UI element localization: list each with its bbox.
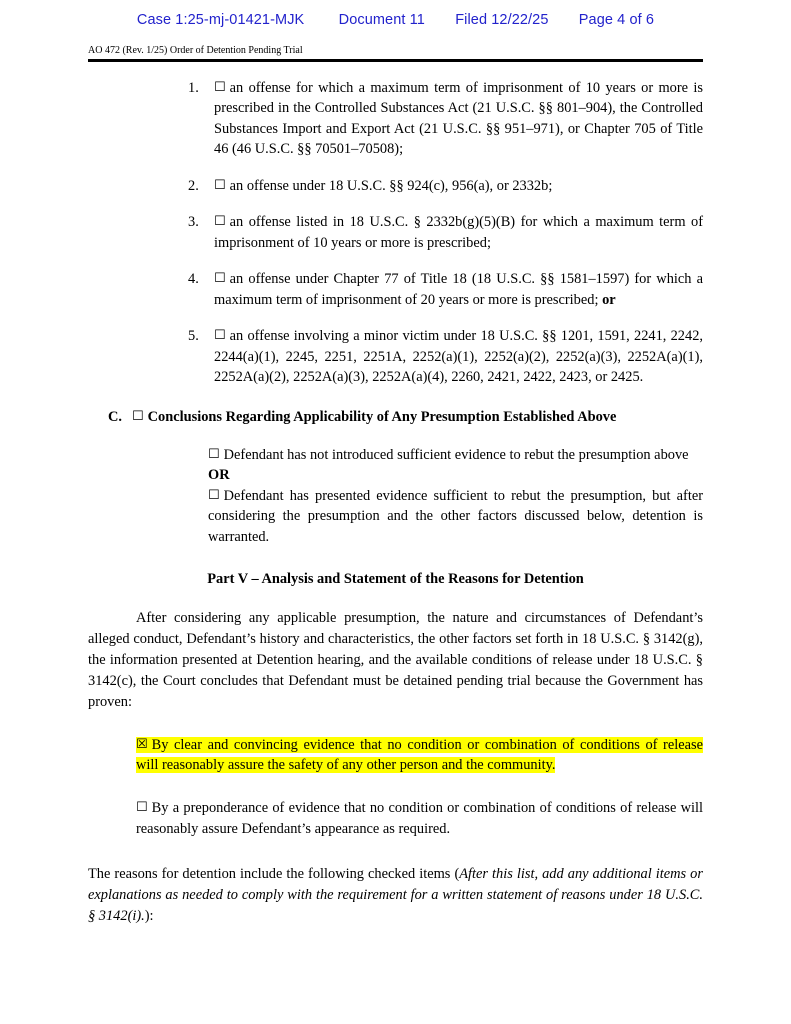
list-item-body	[214, 176, 703, 196]
section-heading-body	[132, 407, 616, 427]
list-item	[188, 78, 703, 160]
ecf-document-number: Document 11	[338, 12, 425, 28]
or-separator-label: OR	[208, 467, 230, 484]
closing-instruction-paragraph	[88, 864, 703, 927]
finding-clear-and-convincing	[136, 735, 703, 777]
section-letter: C.	[108, 409, 122, 426]
checkbox-icon[interactable]: ☐	[208, 446, 220, 462]
list-item	[188, 212, 703, 253]
list-item-number: 3.	[188, 214, 199, 231]
finding-preponderance	[136, 798, 703, 840]
list-item-body	[214, 78, 703, 160]
list-item-text: an offense under Chapter 77 of Title 18 (18 U.S.C. §§ 1581–1597) for which a maximum term of imprisonment of 20 years or more is prescribed;	[214, 271, 703, 308]
list-item	[188, 176, 703, 196]
option-two	[208, 486, 703, 547]
part-v-paragraph: After considering any applicable presumption, the nature and circumstances of Defendant’s alleged conduct, Defendant’s history and characteristics, the other factors set forth in 18 U.S.C. § 3142(g), the information presented at Detention hearing, and the available conditions of release under 18 U.S.C. § 3142(c), the Court concludes that Defendant must be detained pending trial because the Government has proven:	[88, 610, 703, 710]
checkbox-icon[interactable]: ☐	[132, 409, 144, 425]
closing-italic-note: After this list, add any additional items or explanations as needed to comply with the requirement for a written statement of reasons under 18 U.S.C. § 3142(i).	[88, 866, 703, 924]
finding-text: By clear and convincing evidence that no condition or combination of conditions of release will reasonably assure the safety of any other person and the community.	[136, 736, 703, 774]
highlight-span	[136, 737, 703, 774]
option-one	[208, 445, 703, 465]
checkbox-icon[interactable]: ☐	[214, 80, 226, 95]
list-item-text: an offense for which a maximum term of imprisonment of 10 years or more is prescribed in the Controlled Substances Act (21 U.S.C. §§ 801–904), the Controlled Substances Import and Export Act (21 U.S.C. §§ 951–971), or Chapter 705 of Title 46 (46 U.S.C. §§ 70501–70508);	[214, 80, 703, 158]
list-item-body	[214, 212, 703, 253]
list-item-text: an offense involving a minor victim under 18 U.S.C. §§ 1201, 1591, 2241, 2242, 2244(a)(1), 2245, 2251, 2251A, 2252(a)(1), 2252(a)(2), 2252(a)(3), 2252A(a)(1), 2252A(a)(2), 2252A(a)(3), 2252A(a)(4), 2260, 2421, 2422, 2423, or 2425.	[214, 328, 703, 385]
document-body	[88, 78, 703, 927]
option-two-text: Defendant has presented evidence sufficient to rebut the presumption, but after considering the presumption and the other factors discussed below, detention is warranted.	[208, 487, 703, 545]
list-item	[188, 269, 703, 310]
checkbox-icon[interactable]: ☐	[136, 800, 148, 816]
list-item-body	[214, 326, 703, 387]
list-item-number: 5.	[188, 328, 199, 345]
checkbox-icon[interactable]: ☐	[208, 487, 220, 503]
section-heading-text: Conclusions Regarding Applicability of Any Presumption Established Above	[147, 409, 617, 426]
statutory-offense-list	[88, 78, 703, 387]
ecf-page-number: Page 4 of 6	[578, 12, 655, 28]
ecf-case-number: Case 1:25-mj-01421-MJK	[136, 12, 305, 28]
list-item-number: 2.	[188, 177, 199, 194]
checkbox-icon[interactable]: ☐	[214, 214, 226, 230]
closing-tail: ):	[144, 907, 154, 924]
header-divider-rule	[88, 59, 703, 62]
checkbox-icon[interactable]: ☐	[214, 177, 226, 193]
list-item-number: 4.	[188, 271, 199, 288]
list-item-body	[214, 269, 703, 310]
form-number-line: AO 472 (Rev. 1/25) Order of Detention Pending Trial	[88, 45, 303, 56]
list-item	[188, 326, 703, 387]
checkbox-icon[interactable]: ☐	[214, 271, 226, 287]
list-item-trailing-conjunction: or	[602, 291, 616, 308]
checkbox-icon[interactable]: ☐	[214, 328, 226, 344]
ecf-filing-header	[0, 12, 791, 28]
section-c-heading	[108, 407, 703, 427]
checkbox-checked-icon[interactable]: ☒	[136, 736, 148, 752]
section-c-options	[208, 445, 703, 547]
ecf-filed-date: Filed 12/22/25	[455, 12, 549, 28]
finding-text: By a preponderance of evidence that no condition or combination of conditions of release will reasonably assure Defendant’s appearance as required.	[136, 800, 703, 838]
list-item-text: an offense under 18 U.S.C. §§ 924(c), 956(a), or 2332b;	[229, 177, 553, 194]
list-item-number: 1.	[188, 80, 199, 96]
list-item-text: an offense listed in 18 U.S.C. § 2332b(g)(5)(B) for which a maximum term of imprisonment of 10 years or more is prescribed;	[214, 214, 703, 251]
closing-lead: The reasons for detention include the following checked items (	[88, 866, 460, 883]
part-v-heading: Part V – Analysis and Statement of the Reasons for Detention	[207, 571, 584, 588]
option-one-text: Defendant has not introduced sufficient evidence to rebut the presumption above	[223, 446, 689, 463]
